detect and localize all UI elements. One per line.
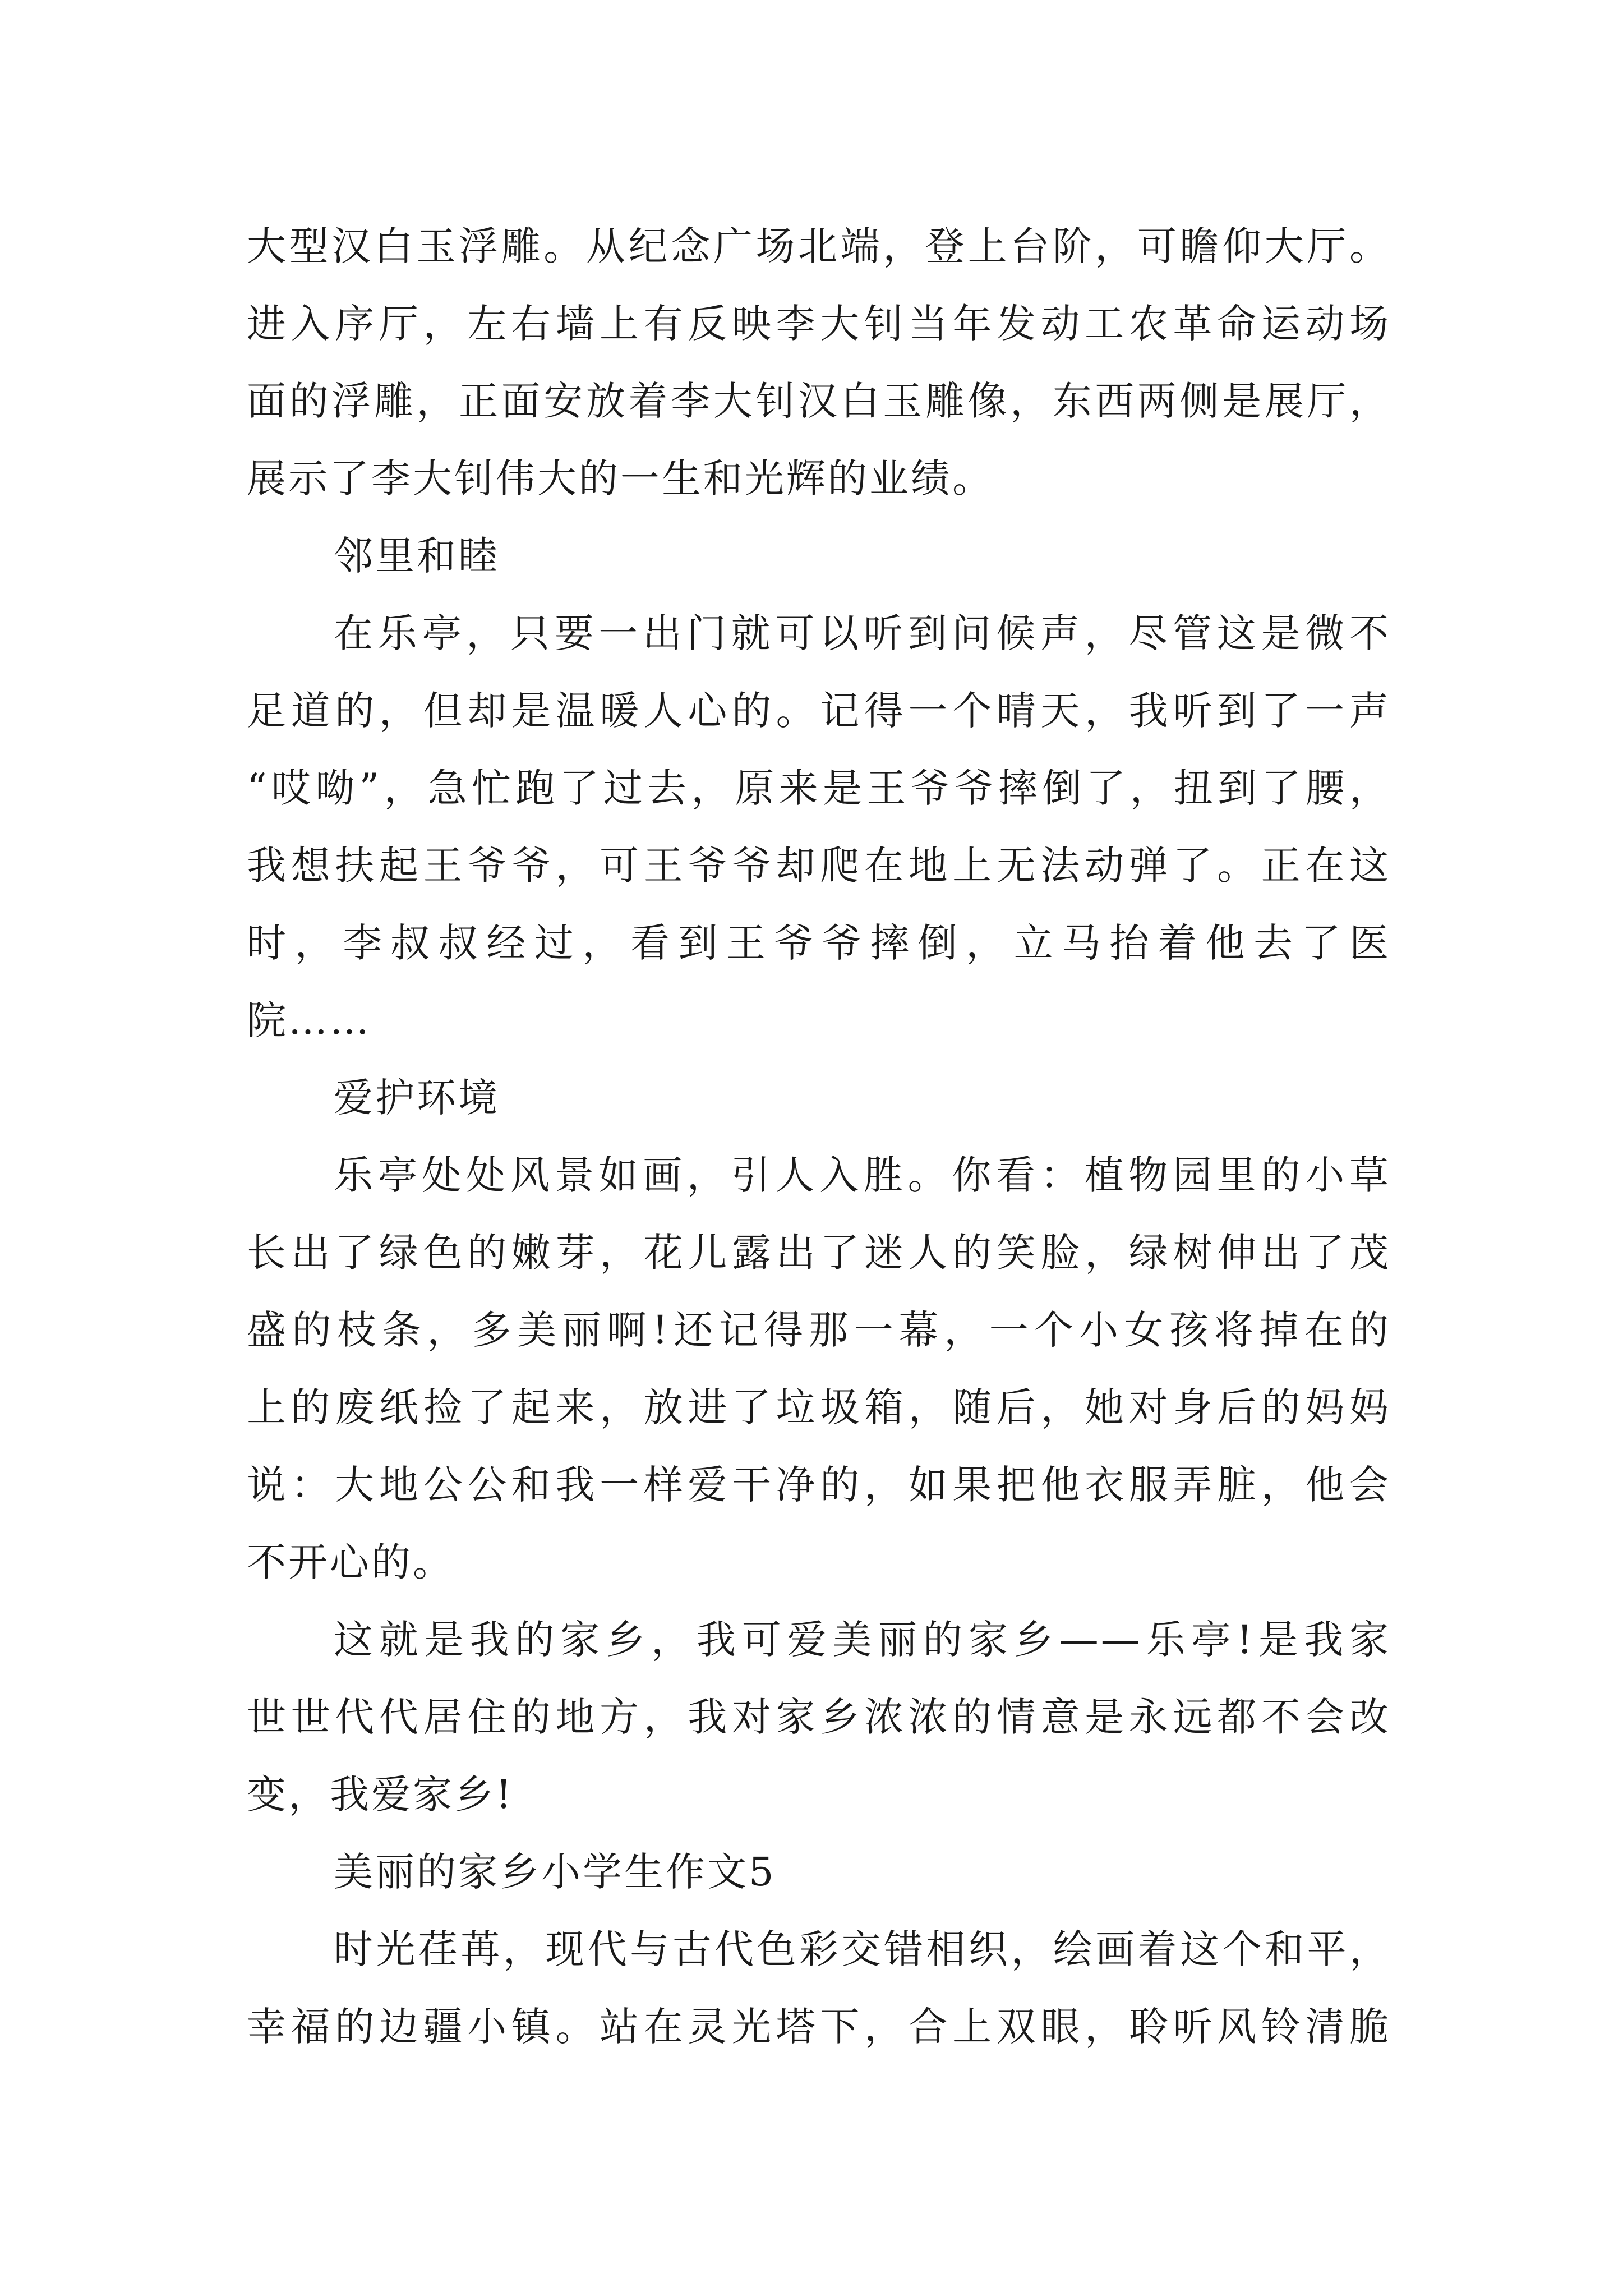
paragraph	[247, 595, 1391, 1059]
text-line: “哎呦”，急忙跑了过去，原来是王爷爷摔倒了，扭到了腰，	[247, 765, 1391, 811]
text-line: 在乐亭，只要一出门就可以听到问候声，尽管这是微不	[334, 610, 1391, 656]
text-line: 面的浮雕，正面安放着李大钊汉白玉雕像，东西两侧是展厅，	[247, 378, 1391, 424]
text-line: 幸福的边疆小镇。站在灵光塔下，合上双眼，聆听风铃清脆	[247, 2004, 1391, 2050]
text-line: 乐亭处处风景如画，引人入胜。你看：植物园里的小草	[334, 1152, 1391, 1198]
text-line: 时光荏苒，现代与古代色彩交错相织，绘画着这个和平，	[334, 1926, 1391, 1972]
text-line: 长出了绿色的嫩芽，花儿露出了迷人的笑脸，绿树伸出了茂	[247, 1230, 1391, 1276]
text-line: 上的废纸捡了起来，放进了垃圾箱，随后，她对身后的妈妈	[247, 1384, 1391, 1430]
text-line: 说：大地公公和我一样爱干净的，如果把他衣服弄脏，他会	[247, 1462, 1391, 1508]
paragraph	[247, 1137, 1391, 1601]
text-line: 世世代代居住的地方，我对家乡浓浓的情意是永远都不会改	[247, 1694, 1391, 1740]
paragraph	[247, 1601, 1391, 1833]
paragraph	[247, 1911, 1391, 2065]
text-line: 盛的枝条，多美丽啊!还记得那一幕，一个小女孩将掉在的	[247, 1307, 1391, 1353]
text-line: 不开心的。	[247, 1539, 454, 1585]
paragraph	[247, 208, 1391, 517]
text-line: 院……	[247, 997, 371, 1043]
text-line: 我想扶起王爷爷，可王爷爷却爬在地上无法动弹了。正在这	[247, 843, 1391, 889]
text-line: 展示了李大钊伟大的一生和光辉的业绩。	[247, 455, 994, 501]
text-line: 大型汉白玉浮雕。从纪念广场北端，登上台阶，可瞻仰大厅。	[247, 223, 1391, 269]
section-heading: 爱护环境	[334, 1075, 500, 1121]
text-line: 进入序厅，左右墙上有反映李大钊当年发动工农革命运动场	[247, 301, 1391, 347]
text-line: 变，我爱家乡!	[247, 1772, 514, 1818]
section-heading: 美丽的家乡小学生作文5	[334, 1849, 776, 1895]
text-line: 时，李叔叔经过，看到王爷爷摔倒，立马抬着他去了医	[247, 920, 1391, 966]
text-line: 足道的，但却是温暖人心的。记得一个晴天，我听到了一声	[247, 688, 1391, 734]
document-body	[247, 208, 1391, 2065]
text-line: 这就是我的家乡，我可爱美丽的家乡——乐亭!是我家	[334, 1617, 1391, 1663]
section-heading: 邻里和睦	[334, 533, 500, 579]
